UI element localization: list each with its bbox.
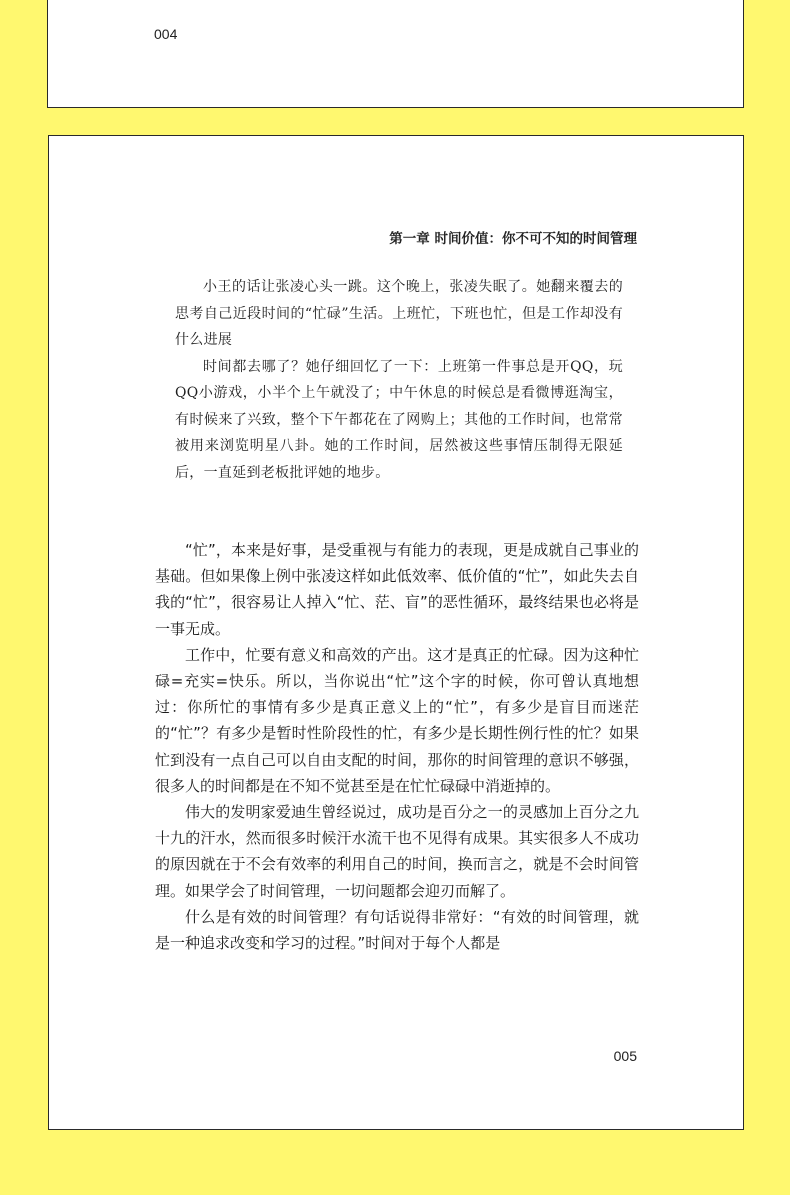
body-paragraph: 工作中，忙要有意义和高效的产出。这才是真正的忙碌。因为这种忙碌=充实=快乐。所以，当你说出“忙”这个字的时候，你可曾认真地想过：你所忙的事情有多少是真正意义上的“忙”，有多少是盲目而迷茫的“忙”？有多少是暂时性阶段性的忙，有多少是长期性例行性的忙？如果忙到没有一点自己可以自由支配的时间，那你的时间管理的意识不够强，很多人的时间都是在不知不觉甚至是在忙忙碌碌中消逝掉的。 xyxy=(155,645,639,795)
body-paragraph: “忙”，本来是好事，是受重视与有能力的表现，更是成就自己事业的基础。但如果像上例中张凌这样如此低效率、低价值的“忙”，如此失去自我的“忙”，很容易让人掉入“忙、茫、盲”的恶性循环，最终结果也必将是一事无成。 xyxy=(155,541,639,638)
body-paragraph: 什么是有效的时间管理？有句话说得非常好：“有效的时间管理，就是一种追求改变和学习的过程。”时间对于每个人都是 xyxy=(155,907,639,953)
quote-paragraph: 小王的话让张凌心头一跳。这个晚上，张凌失眠了。她翻来覆去的思考自己近段时间的“忙碌”生活。上班忙，下班也忙，但是工作却没有什么进展 xyxy=(175,279,623,348)
body-text xyxy=(155,537,639,956)
previous-page xyxy=(47,0,744,108)
body-paragraph: 伟大的发明家爱迪生曾经说过，成功是百分之一的灵感加上百分之九十九的汗水，然而很多时候汗水流干也不见得有成果。其实很多人不成功的原因就在于不会有效率的利用自己的时间，换而言之，就是不会时间管理。如果学会了时间管理，一切问题都会迎刃而解了。 xyxy=(155,803,639,900)
chapter-header: 第一章 时间价值：你不可不知的时间管理 xyxy=(389,231,637,247)
page-number-bottom: 005 xyxy=(613,1048,637,1064)
book-page xyxy=(48,135,744,1130)
story-excerpt xyxy=(175,274,623,486)
page-number-top: 004 xyxy=(154,26,178,42)
quote-paragraph: 时间都去哪了？她仔细回忆了一下：上班第一件事总是开QQ，玩QQ小游戏，小半个上午就没了；中午休息的时候总是看微博逛淘宝，有时候来了兴致，整个下午都花在了网购上；其他的工作时间，也常常被用来浏览明星八卦。她的工作时间，居然被这些事情压制得无限延后，一直延到老板批评她的地步。 xyxy=(175,358,623,481)
